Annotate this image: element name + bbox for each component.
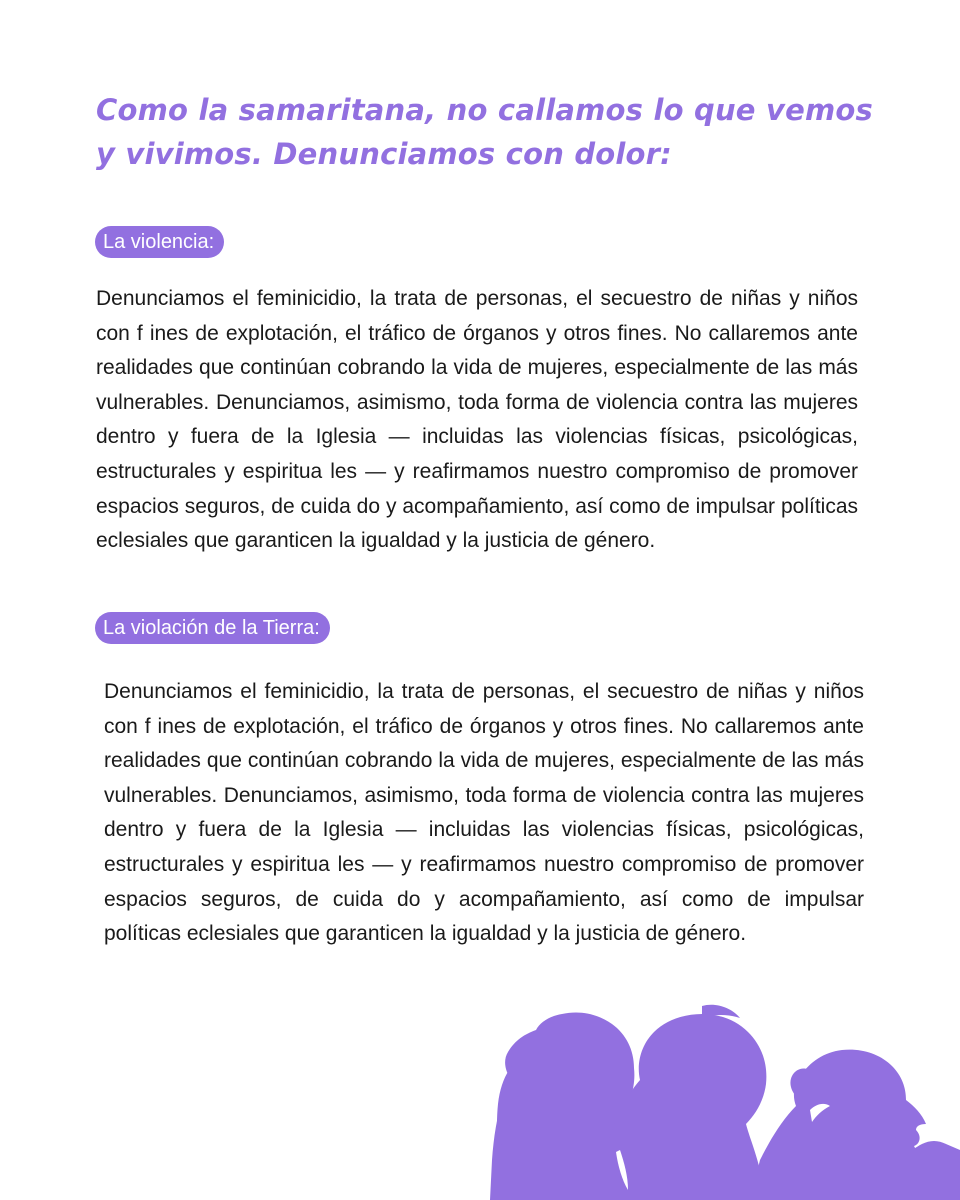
women-silhouettes-icon <box>470 1000 960 1200</box>
section-paragraph-violence: Denunciamos el feminicidio, la trata de personas, el secuestro de niñas y niños con f ines de explotación, el tráfico de órganos y otros fines. No callaremos ante realidades que continúan cobrando la vida de mujeres, especialmente de las más vulnerables. Denunciamos, asimismo, toda forma de violencia contra las mujeres dentro y fuera de la Iglesia — incluidas las violencias físicas, psicológicas, estructurales y espiritua les — y reafirmamos nuestro compromiso de promover espacios seguros, de cuida do y acompañamiento, así como de impulsar políticas eclesiales que garanticen la igualdad y la justicia de género. <box>96 287 858 553</box>
section-paragraph-earth: Denunciamos el feminicidio, la trata de personas, el secuestro de niñas y niños con f ines de explotación, el tráfico de órganos y otros fines. No callaremos ante realidades que continúan cobrando la vida de mujeres, especialmente de las más vulnerables. Denunciamos, asimismo, toda forma de violencia contra las mujeres dentro y fuera de la Iglesia — incluidas las violencias físicas, psicológicas, estructurales y espiritua les — y reafirmamos nuestro compromiso de promover espacios seguros, de cuida do y acompañamiento, así como de impulsar políticas eclesiales que garanticen la igualdad y la justicia de género. <box>104 680 864 946</box>
section-label-earth: La violación de la Tierra: <box>95 612 330 644</box>
section-label-violence: La violencia: <box>95 226 224 258</box>
page-title: Como la samaritana, no callamos lo que vemos y vivimos. Denunciamos con dolor: <box>96 93 873 171</box>
